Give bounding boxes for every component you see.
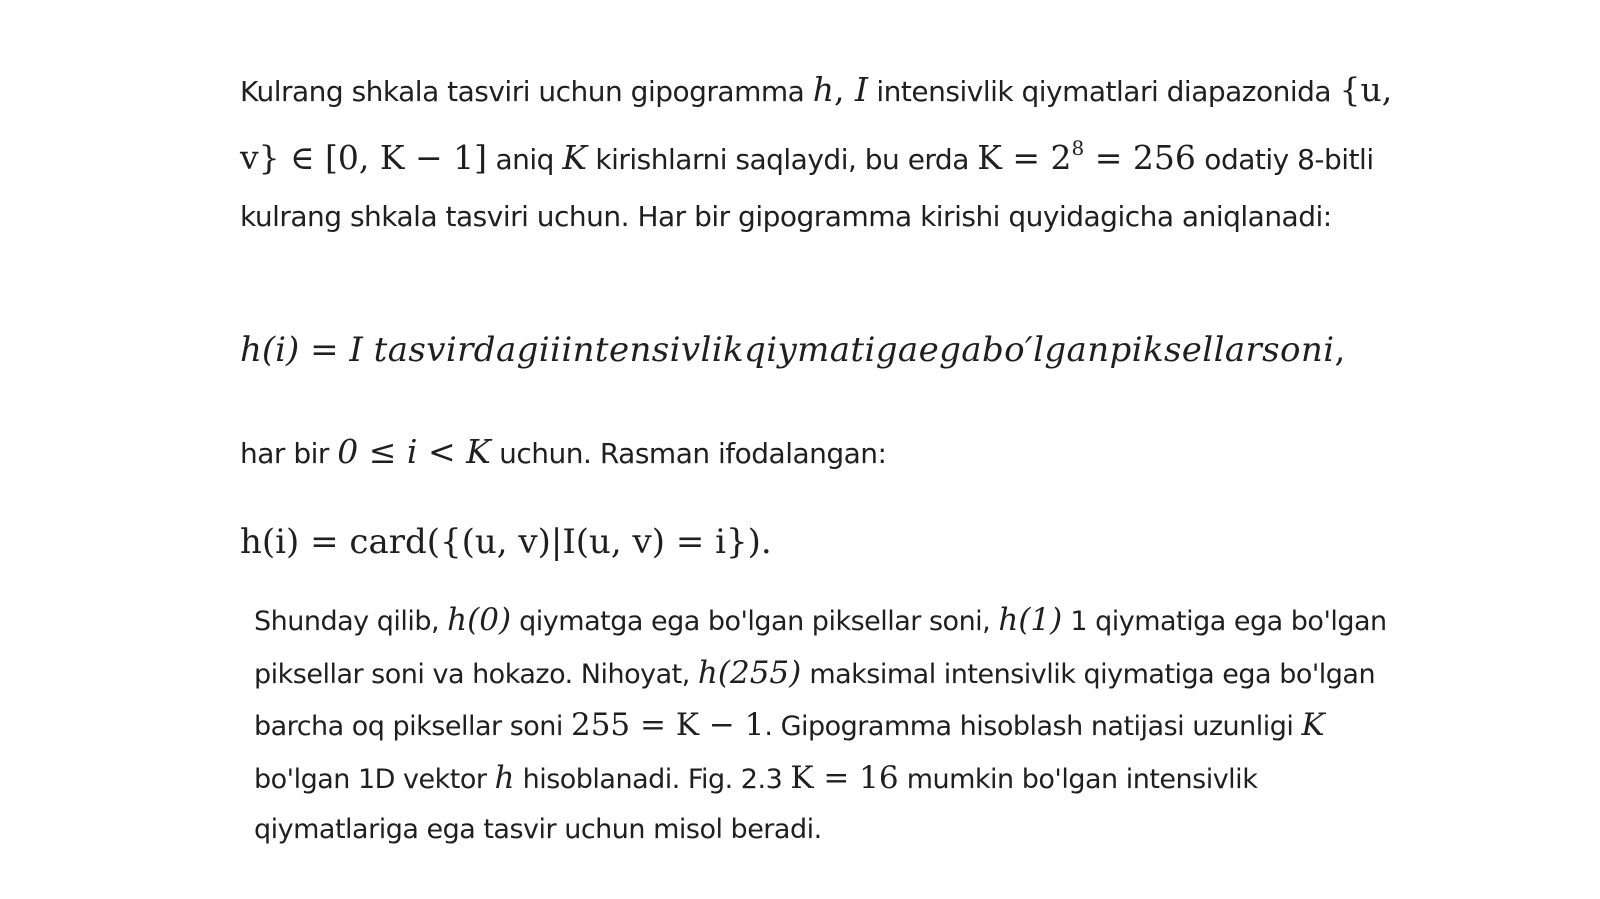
- text-run: Kulrang shkala tasviri uchun gipogramma: [240, 75, 813, 108]
- text-run: bo'lgan 1D vektor: [254, 763, 495, 795]
- math-comma: ,: [833, 70, 855, 109]
- text-run: Shunday qilib,: [254, 606, 448, 637]
- math-K: K: [1301, 707, 1325, 743]
- equation-lhs: h(i) = I: [240, 330, 374, 370]
- text-run: 1 qiymatiga ega bo'lgan piksellar soni va hokazo. Nihoyat,: [254, 606, 1387, 690]
- text-run: kirishlarni saqlaydi, bu erda: [586, 143, 978, 176]
- text-run: . Gipogramma hisoblash natijasi uzunligi: [764, 711, 1302, 742]
- paragraph-histogram-definition: [240, 61, 1430, 245]
- equation-histogram-verbal: [240, 330, 1345, 370]
- math-k16: K = 16: [790, 759, 899, 796]
- text-run: har bir: [240, 437, 338, 470]
- equation-text: tasvirdagiiintensivlikqiymatigaegabo′lganpiksellarsoni: [373, 330, 1335, 370]
- equation-end: ,: [1334, 330, 1346, 370]
- math-exponent: 8: [1071, 136, 1085, 160]
- text-run: odatiy 8-bitli kulrang shkala tasviri uchun. Har bir gipogramma kirishi quyidagicha aniqlanadi:: [240, 143, 1374, 233]
- math-h1: h(1): [998, 602, 1063, 638]
- math-condition: 0 ≤ i < K: [337, 432, 491, 471]
- paragraph-index-range: [240, 423, 887, 482]
- math-K: K: [562, 138, 587, 177]
- math-I: I: [854, 70, 868, 109]
- math-h255: h(255): [697, 654, 802, 691]
- equation-histogram-formal: [240, 522, 772, 562]
- text-run: qiymatga ega bo'lgan piksellar soni,: [511, 606, 999, 637]
- text-run: uchun. Rasman ifodalangan:: [490, 437, 887, 470]
- equation-formula: h(i) = card({(u, v)|I(u, v) = i}).: [240, 522, 772, 562]
- math-range-set: {u, v} ∈ [0, K − 1]: [240, 70, 1393, 177]
- text-run: aniq: [487, 143, 563, 176]
- text-run: hisoblanadi. Fig. 2.3: [514, 763, 791, 795]
- paragraph-histogram-explanation: [254, 595, 1414, 856]
- math-k-equals: K = 2: [977, 138, 1072, 177]
- math-h: h: [812, 70, 834, 109]
- math-h0: h(0): [447, 602, 512, 638]
- text-run: intensivlik qiymatlari diapazonida: [868, 75, 1340, 108]
- math-h: h: [494, 759, 515, 796]
- math-255-equals: 255 = K − 1: [570, 707, 765, 743]
- math-k-value: = 256: [1084, 138, 1196, 177]
- text-run: mumkin bo'lgan intensivlik qiymatlariga ega tasvir uchun misol beradi.: [254, 763, 1258, 845]
- text-run: maksimal intensivlik qiymatiga ega bo'lgan barcha oq piksellar soni: [254, 658, 1376, 742]
